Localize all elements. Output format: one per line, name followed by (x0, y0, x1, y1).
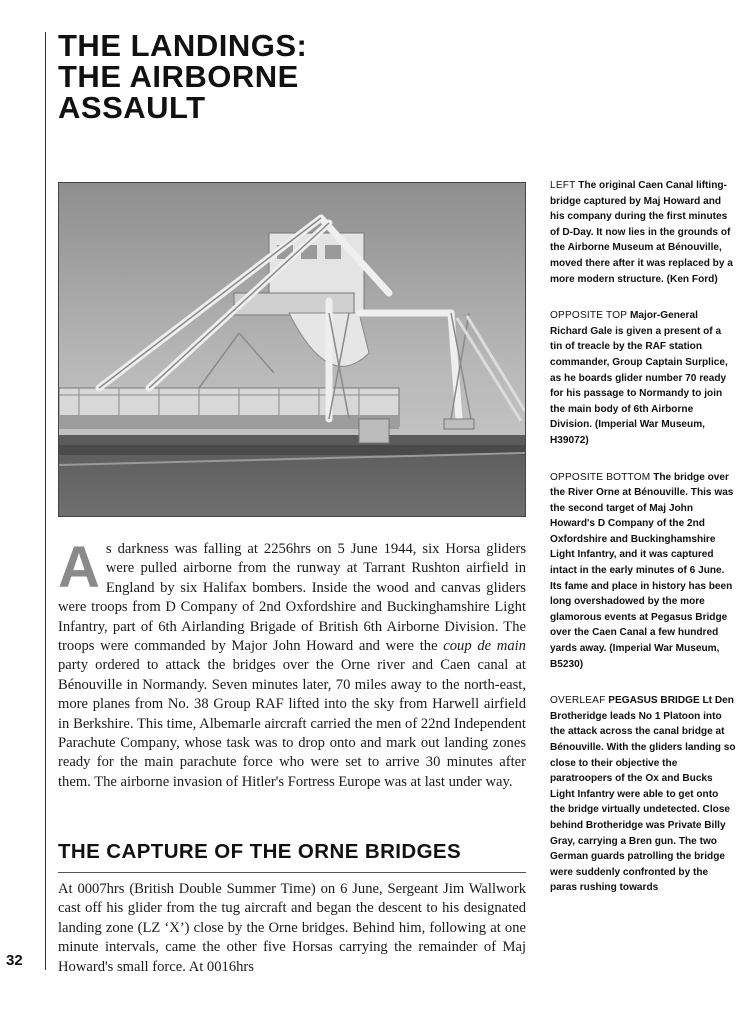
caption-opposite-top-text: Major-General Richard Gale is given a present of a tin of treacle by the RAF station commander, Group Captain Surplice, as he boards glider number 70 ready for his passage to Normandy to join the main body of 6th Airborne Division. (Imperial War Museum, H39072) (550, 310, 728, 446)
page-number: 32 (6, 952, 23, 969)
body-paragraph-2: At 0007hrs (British Double Summer Time) on 6 June, Sergeant Jim Wallwork cast off his glider from the tug aircraft and began the descent to his designated landing zone (LZ ‘X’) close by the Orne bridges. Behind him, following at one minute intervals, came the other five Horsas carrying the remainder of Maj Howard's small force. At 0016hrs (58, 881, 526, 975)
caption-opposite-top (550, 308, 736, 448)
chapter-title-line-2: THE AIRBORNE (58, 59, 299, 94)
caption-opposite-top-label: OPPOSITE TOP (550, 310, 628, 322)
caption-opposite-bottom-label: OPPOSITE BOTTOM (550, 471, 651, 483)
caption-opposite-bottom-text: The bridge over the River Orne at Bénouville. This was the second target of Maj John Howard's D Company of the 2nd Oxfordshire and Buckinghamshire Light Infantry, and it was captured intact in the early minutes of 6 June. Its fame and place in history has been long overshadowed by the more glamorous events at Pegasus Bridge over the Caen Canal a few hundred yards away. (Imperial War Museum, B5230) (550, 471, 734, 670)
drop-cap: A (58, 535, 100, 600)
caption-left-label: LEFT (550, 180, 576, 191)
caption-opposite-bottom (550, 470, 736, 673)
page-margin-rule (45, 32, 46, 970)
caption-left-text: The original Caen Canal lifting-bridge captured by Maj Howard and his company during the first minutes of D-Day. It now lies in the grounds of the Airborne Museum at Bénouville, moved there after it was replaced by a more modern structure. (Ken Ford) (550, 180, 733, 285)
captions-column (550, 178, 736, 917)
body-paragraph-1-end: party ordered to attack the bridges over the Orne river and Caen canal at Bénouville in Normandy. Seven minutes later, 70 miles away to the north-east, more planes from No. 38 Group RAF lifted into the sky from Harwell airfield in Berkshire. This time, Albemarle aircraft carried the men of 22nd Independent Parachute Company, whose task was to drop onto and mark out landing zones ready for the main parachute force who were set to arrive 30 minutes after them. The airborne invasion of Hitler's Fortress Europe was at last under way. (58, 657, 526, 790)
chapter-title (58, 30, 307, 123)
caption-overleaf-title: PEGASUS BRIDGE (608, 695, 700, 707)
caption-left (550, 178, 736, 287)
caption-overleaf-text: Lt Den Brotheridge leads No 1 Platoon into the attack across the canal bridge at Bénouville. With the gliders landing so close to their objective the paratroopers of the Ox and Bucks Light Infantry were able to get onto the bridge virtually undetected. Close behind Brotheridge was Private Billy Gray, carrying a Bren gun. The two German guards patrolling the bridge were suddenly confronted by the paras rushing towards (550, 695, 736, 894)
chapter-title-line-1: THE LANDINGS: (58, 28, 308, 63)
body-paragraph-1-start: s darkness was falling at 2256hrs on 5 June 1944, six Horsa gliders were pulled airborne from the runway at Tarrant Rushton airfield in England by six Halifax bombers. Inside the wood and canvas gliders were troops from D Company of 2nd Oxfordshire and Buckinghamshire Light Infantry, part of 6th Airlanding Brigade of British 6th Airborne Division. The troops were commanded by Major John Howard and were the (58, 541, 526, 655)
bridge-photo-illustration (59, 183, 525, 516)
body-paragraph-1-italic: coup de main (443, 638, 526, 655)
section-heading: THE CAPTURE OF THE ORNE BRIDGES (58, 840, 526, 873)
bridge-photo (58, 182, 526, 517)
bridge-pier (359, 419, 389, 443)
chapter-title-line-3: ASSAULT (58, 90, 206, 125)
caption-overleaf (550, 693, 736, 896)
caption-overleaf-label: OVERLEAF (550, 695, 606, 707)
body-paragraph-1 (58, 535, 526, 792)
hedge-row (59, 445, 525, 455)
